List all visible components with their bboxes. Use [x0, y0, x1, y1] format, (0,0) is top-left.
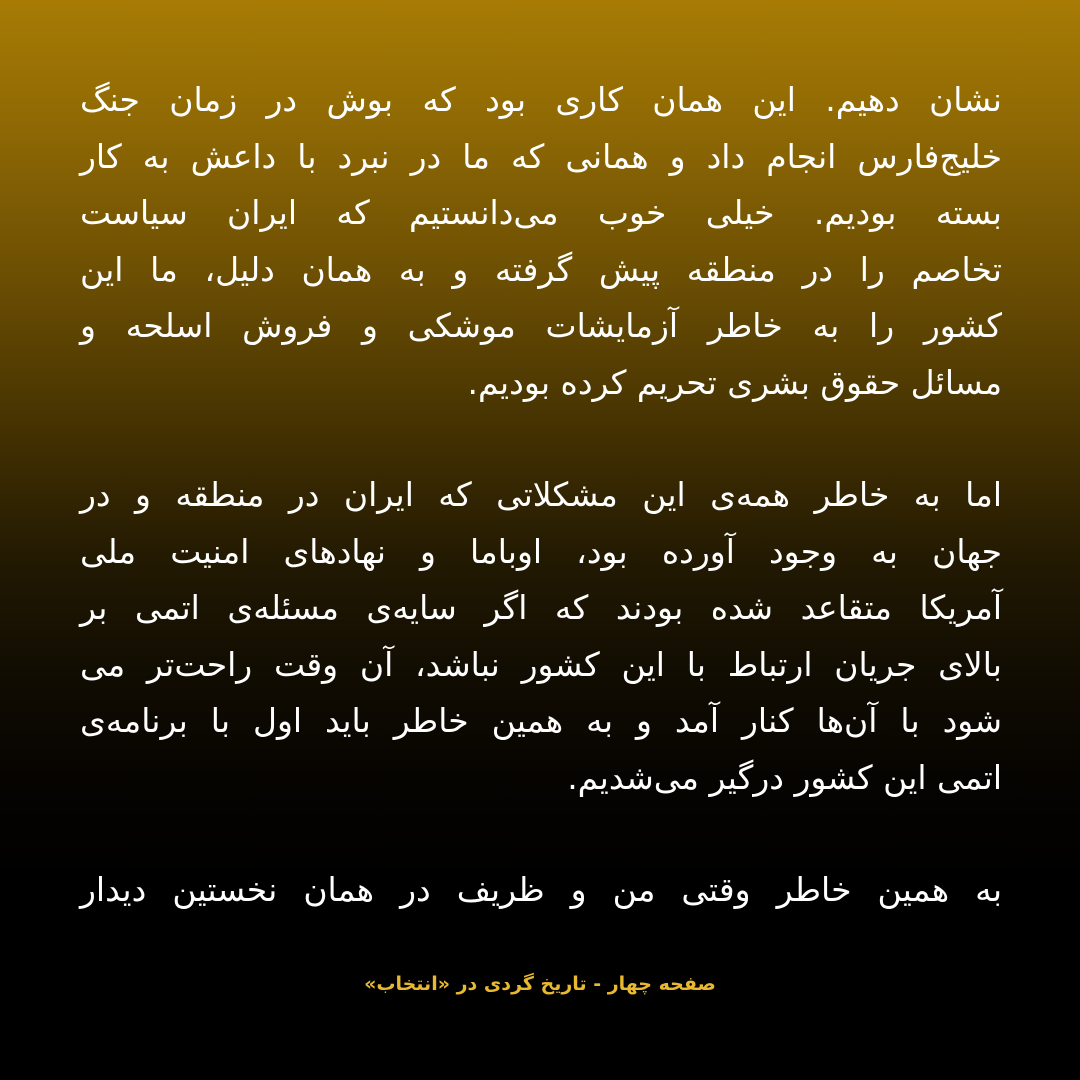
article-body — [80, 72, 1002, 975]
text-line: نشان دهیم. این همان کاری بود که بوش در زمان جنگ — [80, 80, 1002, 119]
paragraph-3 — [80, 862, 1002, 919]
text-line: بسته بودیم. خیلی خوب می‌دانستیم که ایران سیاست — [80, 193, 1002, 232]
footer-credit: صفحه چهار - تاریخ گردی در «انتخاب» — [364, 973, 716, 995]
paragraph-2 — [80, 467, 1002, 806]
text-line: شود با آن‌ها کنار آمد و به همین خاطر باید اول با برنامه‌ی — [80, 701, 1002, 740]
text-line: به همین خاطر وقتی من و ظریف در همان نخستین دیدار — [80, 870, 1002, 909]
text-line: کشور را به خاطر آزمایشات موشکی و فروش اسلحه و — [80, 306, 1002, 345]
text-line: اما به خاطر همه‌ی این مشکلاتی که ایران در منطقه و در — [80, 475, 1002, 514]
text-line: بالای جریان ارتباط با این کشور نباشد، آن وقت راحت‌تر می — [80, 644, 1002, 684]
text-line: خلیج‌فارس انجام داد و همانی که ما در نبرد با داعش به کار — [80, 136, 1002, 176]
text-line: جهان به وجود آورده بود، اوباما و نهادهای امنیت ملی — [80, 531, 1002, 571]
text-line: اتمی این کشور درگیر می‌شدیم. — [567, 757, 1002, 797]
paragraph-1 — [80, 72, 1002, 411]
text-line: مسائل حقوق بشری تحریم کرده بودیم. — [467, 362, 1002, 402]
text-line: آمریکا متقاعد شده بودند که اگر سایه‌ی مسئله‌ی اتمی بر — [80, 588, 1002, 627]
text-line: تخاصم را در منطقه پیش گرفته و به همان دلیل، ما این — [80, 249, 1002, 289]
